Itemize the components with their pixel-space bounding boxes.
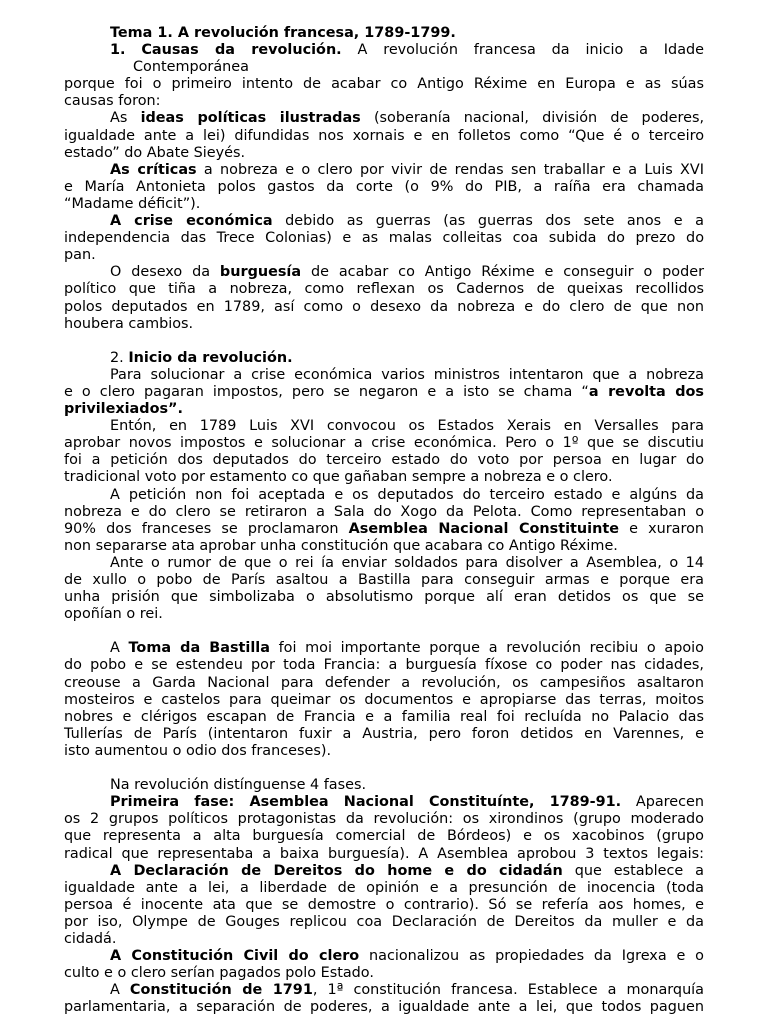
cause-burguesia-text-b: de acabar co Antigo Réxime e conseguir o poder — [301, 264, 704, 281]
constitucion-civil-term: A Constitución Civil do clero — [110, 948, 360, 965]
bastilla-term: Toma da Bastilla — [128, 640, 270, 657]
cause-criticas-line-1 — [64, 162, 704, 179]
document-title: Tema 1. A revolución francesa, 1789-1799. — [110, 25, 456, 41]
cause-ideas-text-a: As — [110, 110, 141, 127]
cause-burguesia-term: burguesía — [219, 264, 302, 281]
cause-crise-line-3: pan. — [64, 247, 96, 264]
s2-p4-line-1: Ante o rumor de que o rei ía enviar soldados para disolver a Asemblea, o 14 — [110, 554, 704, 571]
s2-p7-line-4: radical que representaba a baixa burguesía). A Asemblea aprobou 3 textos legais: — [64, 845, 704, 862]
primeira-fase-term: Primeira fase: Asemblea Nacional Constituínte, 1789-91. — [110, 794, 622, 811]
s2-p10-line-2: parlamentaria, a separación de poderes, a igualdade ante a lei, que todos paguen — [64, 999, 704, 1016]
spacer — [64, 760, 704, 777]
section-1-intro-d: causas foron: — [64, 93, 161, 110]
cause-ideas-term: ideas políticas ilustradas — [140, 110, 361, 127]
s2-p8-line-5: cidadá. — [64, 930, 117, 947]
section-1-heading-line — [64, 42, 704, 59]
section-2-number: 2. — [110, 349, 124, 366]
s2-p5-line-2: do pobo e se estendeu por toda Francia: a burguesía fíxose co poder nas cidades, — [64, 657, 704, 674]
s2-p4-line-3: unha prisión que simbolizaba o absolutismo porque alí eran detidos os que se — [64, 589, 704, 606]
s2-p4-line-2: de xullo o pobo de París asaltou a Bastilla para conseguir armas e porque era — [64, 572, 704, 588]
s2-p1-line-1: Para solucionar a crise económica varios ministros intentaron que a nobreza — [110, 366, 704, 383]
s2-p3-line-3-text-a: 90% dos franceses se proclamaron — [64, 520, 349, 537]
s2-p5-line-3: creouse a Garda Nacional para defender a revolución, os campesiños asaltaron — [64, 674, 704, 691]
s2-p2-line-3: foi a petición dos deputados do terceiro estado do voto por persoa en lugar do — [64, 452, 704, 469]
revolta-term-a: a revolta dos — [588, 383, 704, 400]
s2-p1-line-3: privilexiados”. — [64, 401, 183, 418]
cause-ideas-line-2: igualdade ante a lei) difundidas nos xornais e en folletos como “Que é o terceiro — [64, 127, 704, 144]
s2-p2-line-4: tradicional voto por estamento co que gañaban sempre a nobreza e o clero. — [64, 469, 613, 486]
cause-ideas-text-b: (soberanía nacional, división de poderes, — [360, 110, 705, 127]
cause-criticas-term: As críticas — [110, 161, 197, 178]
section-2-heading: Inicio da revolución. — [128, 349, 293, 366]
s2-p10-line-1-text-b: , 1ª constitución francesa. Establece a monarquía — [312, 982, 705, 999]
cause-crise-line-2: independencia das Trece Colonias) e as malas colleitas coa subida do prezo do — [64, 230, 704, 247]
s2-p8-line-1-text: que establece a — [562, 862, 705, 879]
s2-p10-line-1-text-a: A — [110, 982, 130, 999]
section-2-heading-line — [64, 350, 704, 367]
s2-p8-line-1 — [64, 863, 704, 880]
s2-p5-line-5: nobres e clérigos escapan de Francia e a familia real foi recluída no Palacio das — [64, 708, 704, 725]
s2-p3-line-1: A petición non foi aceptada e os deputados do terceiro estado e algúns da — [110, 486, 704, 503]
s2-p5-line-6: Tullerías de París (intentaron fuxir a Austria, pero foron detidos en Varennes, e — [64, 725, 704, 742]
spacer — [64, 623, 704, 640]
s2-p9-line-2: culto e o clero serían pagados polo Estado. — [64, 965, 374, 982]
cause-ideas-line-1 — [64, 110, 704, 127]
s2-p5-line-4: mosteiros e castelos para queimar os documentos e apropiarse das terras, moitos — [64, 691, 704, 708]
cause-criticas-text: a nobreza e o clero por vivir de rendas sen traballar e a Luis XVI — [196, 161, 704, 178]
cause-burguesia-line-4: houbera cambios. — [64, 315, 194, 332]
s2-p5-line-1-text-a: A — [110, 640, 129, 657]
s2-p3-line-3 — [64, 521, 704, 538]
section-1-intro-a: A revolución francesa da inicio a Idade — [357, 42, 704, 59]
section-1-intro-b: Contemporánea — [133, 59, 249, 76]
declaracion-term: A Declaración de Dereitos do home e do cidadán — [110, 862, 563, 879]
cause-burguesia-text-a: O desexo da — [110, 264, 220, 281]
s2-p9-line-1 — [64, 948, 704, 965]
asemblea-term: Asemblea Nacional Constituinte — [348, 520, 619, 537]
s2-p8-line-3: persoa é inocente ata que se demostre o contrario). Só se refería aos homes, e — [64, 896, 704, 913]
s2-p9-line-1-text: nacionalizou as propiedades da Igrexa e o — [359, 948, 704, 965]
s2-p7-line-3: que representa a alta burguesía comercial de Bórdeos) e os xacobinos (grupo — [64, 828, 704, 845]
s2-p2-line-2: aprobar novos impostos e solucionar a crise económica. Pero o 1º que se discutiu — [64, 435, 704, 452]
s2-p5-line-7: isto aumentou o odio dos franceses). — [64, 742, 332, 759]
s2-p3-line-4: non separarse ata aprobar unha constitución que acabara co Antigo Réxime. — [64, 537, 618, 554]
s2-p1-line-2 — [64, 384, 704, 401]
cause-burguesia-line-1 — [64, 264, 704, 281]
s2-p8-line-4: por iso, Olympe de Gouges replicou coa Declaración de Dereitos da muller e da — [64, 913, 704, 930]
document-body — [64, 25, 704, 1016]
section-1-intro-c: porque foi o primeiro intento de acabar co Antigo Réxime en Europa e as súas — [64, 76, 704, 93]
cause-ideas-line-3: estado” do Abate Sieyés. — [64, 144, 246, 161]
s2-p7-line-1-text: Aparecen — [621, 794, 704, 811]
spacer — [64, 333, 704, 350]
cause-crise-term: A crise económica — [110, 213, 273, 230]
section-1-number: 1. — [110, 42, 126, 59]
s2-p5-line-1-text-b: foi moi importante porque a revolución recibiu o apoio — [269, 640, 704, 657]
cause-crise-line-1 — [64, 213, 704, 230]
s2-p10-line-1 — [64, 982, 704, 999]
section-1-heading: Causas da revolución. — [141, 42, 342, 59]
s2-p7-line-1 — [64, 794, 704, 811]
cause-crise-text: debido as guerras (as guerras dos sete anos e a — [272, 213, 704, 230]
s2-p2-line-1: Entón, en 1789 Luis XVI convocou os Estados Xerais en Versalles para — [110, 418, 704, 435]
s2-p3-line-3-text-b: e xuraron — [618, 520, 705, 537]
cause-burguesia-line-3: polos deputados en 1789, así como o desexo da nobreza e do clero de que non — [64, 298, 704, 315]
s2-p7-line-2: os 2 grupos políticos protagonistas da revolución: os xirondinos (grupo moderado — [64, 811, 704, 828]
s2-p4-line-4: opoñían o rei. — [64, 606, 163, 623]
cause-burguesia-line-2: político que tiña a nobreza, como reflexan os Cadernos de queixas recollidos — [64, 281, 704, 298]
s2-p5-line-1 — [64, 640, 704, 657]
s2-p8-line-2: igualdade ante a lei, a liberdade de opinión e a presunción de inocencia (toda — [64, 879, 704, 896]
cause-criticas-line-3: “Madame déficit”). — [64, 195, 201, 212]
s2-p3-line-2: nobreza e do clero se retiraron a Sala do Xogo da Pelota. Como representaban o — [64, 503, 704, 520]
cause-criticas-line-2: e María Antonieta polos gastos da corte (o 9% do PIB, a raíña era chamada — [64, 178, 704, 195]
s2-p6-line-1: Na revolución distínguense 4 fases. — [110, 777, 367, 794]
s2-p1-line-2-text: e o clero pagaran impostos, pero se negaron e a isto se chama “ — [64, 383, 589, 400]
constitucion-1791-term: Constitución de 1791 — [129, 982, 313, 999]
